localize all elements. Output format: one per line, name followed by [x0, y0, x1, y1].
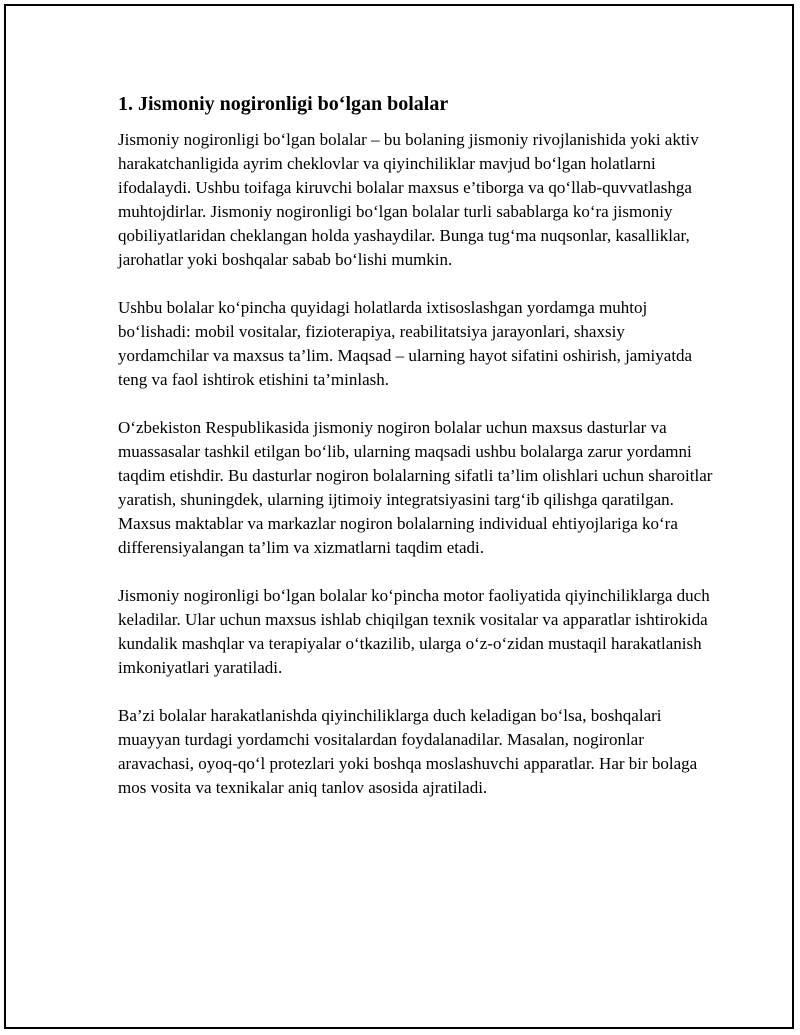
paragraph-motor-difficulties: Jismoniy nogironligi bo‘lgan bolalar ko‘pincha motor faoliyatida qiyinchiliklarga duch keladilar. Ular uchun maxsus ishlab chiqilgan texnik vositalar va apparatlar ishtirokida kundalik mashqlar va terapiyalar o‘tkazilib, ularga o‘z-o‘zidan mustaqil harakatlanish imkoniyatlari yaratiladi. — [118, 586, 710, 677]
section-heading: 1. Jismoniy nogironligi bo‘lgan bolalar — [118, 93, 449, 115]
document-body — [118, 92, 718, 824]
paragraph-uzbekistan-programs: O‘zbekiston Respublikasida jismoniy nogiron bolalar uchun maxsus dasturlar va muassasalar tashkil etilgan bo‘lib, ularning maqsadi ushbu bolalarga zarur yordamni taqdim etishdir. Bu dasturlar nogiron bolalarning sifatli ta’lim olishlari uchun sharoitlar yaratish, shuningdek, ularning ijtimoiy integratsiyasini targ‘ib qilishga qaratilgan. Maxsus maktablar va markazlar nogiron bolalarning individual ehtiyojlariga ko‘ra differensiyalangan ta’lim va xizmatlarni taqdim etadi. — [118, 418, 713, 557]
paragraph-intro: Jismoniy nogironligi bo‘lgan bolalar – bu bolaning jismoniy rivojlanishida yoki aktiv harakatchanligida ayrim cheklovlar va qiyinchiliklar mavjud bo‘lgan holatlarni ifodalaydi. Ushbu toifaga kiruvchi bolalar maxsus e’tiborga va qo‘llab-quvvatlashga muhtojdirlar. Jismoniy nogironligi bo‘lgan bolalar turli sabablarga ko‘ra jismoniy qobiliyatlaridan cheklangan holda yashaydilar. Bunga tug‘ma nuqsonlar, kasalliklar, jarohatlar yoki boshqalar sabab bo‘lishi mumkin. — [118, 130, 699, 269]
paragraph-support-needs: Ushbu bolalar ko‘pincha quyidagi holatlarda ixtisoslashgan yordamga muhtoj bo‘lishadi: mobil vositalar, fizioterapiya, reabilitatsiya jarayonlari, shaxsiy yordamchilar va maxsus ta’lim. Maqsad – ularning hayot sifatini oshirish, jamiyatda teng va faol ishtirok etishini ta’minlash. — [118, 298, 693, 389]
paragraph-assistive-devices: Ba’zi bolalar harakatlanishda qiyinchiliklarga duch keladigan bo‘lsa, boshqalari muayyan turdagi yordamchi vositalardan foydalanadilar. Masalan, nogironlar aravachasi, oyoq-qo‘l protezlari yoki boshqa moslashuvchi apparatlar. Har bir bolaga mos vosita va texnikalar aniq tanlov asosida ajratiladi. — [118, 706, 698, 797]
